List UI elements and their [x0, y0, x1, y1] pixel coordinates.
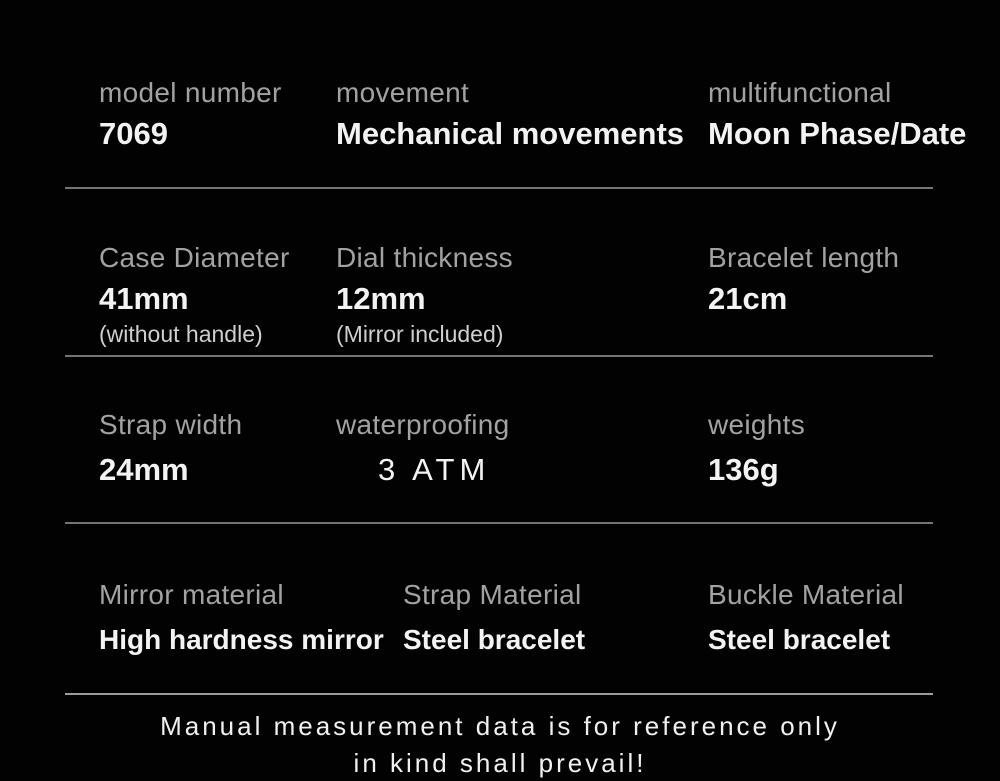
- spec-cell-strap-material: [336, 578, 708, 658]
- spec-cell-mirror-material: [99, 578, 384, 658]
- spec-label: model number: [99, 77, 282, 108]
- spec-note: (without handle): [99, 321, 263, 347]
- spec-value: 21cm: [708, 281, 788, 316]
- spec-label: Mirror material: [99, 579, 284, 610]
- spec-label: Case Diameter: [99, 242, 290, 273]
- spec-cell-case-diameter: [99, 241, 336, 349]
- spec-label: Strap width: [99, 409, 243, 440]
- spec-value: 12mm: [336, 281, 426, 316]
- spec-cell-strap-width: [99, 408, 336, 490]
- spec-value: High hardness mirror: [99, 624, 384, 655]
- footer-disclaimer: [0, 708, 1000, 781]
- spec-label: movement: [336, 77, 470, 108]
- divider: [65, 522, 933, 524]
- spec-cell-bracelet-length: [708, 241, 979, 349]
- footer-line-1: Manual measurement data is for reference only: [160, 711, 840, 741]
- spec-value: 136g: [708, 452, 779, 487]
- spec-value: 41mm: [99, 281, 189, 316]
- divider: [65, 187, 933, 189]
- spec-label: waterproofing: [336, 409, 510, 440]
- spec-value: Mechanical movements: [336, 116, 685, 151]
- footer-divider: [65, 693, 933, 695]
- spec-cell-movement: [336, 76, 708, 154]
- spec-value: 3 ATM: [378, 452, 491, 487]
- spec-label: Strap Material: [403, 579, 582, 610]
- spec-value: 7069: [99, 116, 168, 151]
- spec-value: Moon Phase/Date: [708, 116, 967, 151]
- divider: [65, 355, 933, 357]
- spec-cell-multifunctional: [708, 76, 979, 154]
- spec-cell-dial-thickness: [336, 241, 708, 349]
- spec-label: Buckle Material: [708, 579, 904, 610]
- spec-value: Steel bracelet: [708, 624, 891, 655]
- spec-cell-weights: [708, 408, 979, 490]
- spec-cell-buckle-material: [708, 578, 979, 658]
- spec-label: weights: [708, 409, 806, 440]
- spec-cell-waterproofing: [336, 408, 708, 490]
- footer-line-2: in kind shall prevail!: [353, 748, 647, 778]
- spec-row-dimensions: [99, 241, 979, 349]
- spec-label: Bracelet length: [708, 242, 900, 273]
- spec-label: Dial thickness: [336, 242, 513, 273]
- spec-cell-model-number: [99, 76, 336, 154]
- spec-label: multifunctional: [708, 77, 892, 108]
- spec-value: Steel bracelet: [403, 624, 586, 655]
- spec-row-strap-water-weight: [99, 408, 979, 490]
- spec-row-materials: [99, 578, 979, 658]
- spec-note: (Mirror included): [336, 321, 504, 347]
- spec-row-model: [99, 76, 979, 154]
- spec-value: 24mm: [99, 452, 189, 487]
